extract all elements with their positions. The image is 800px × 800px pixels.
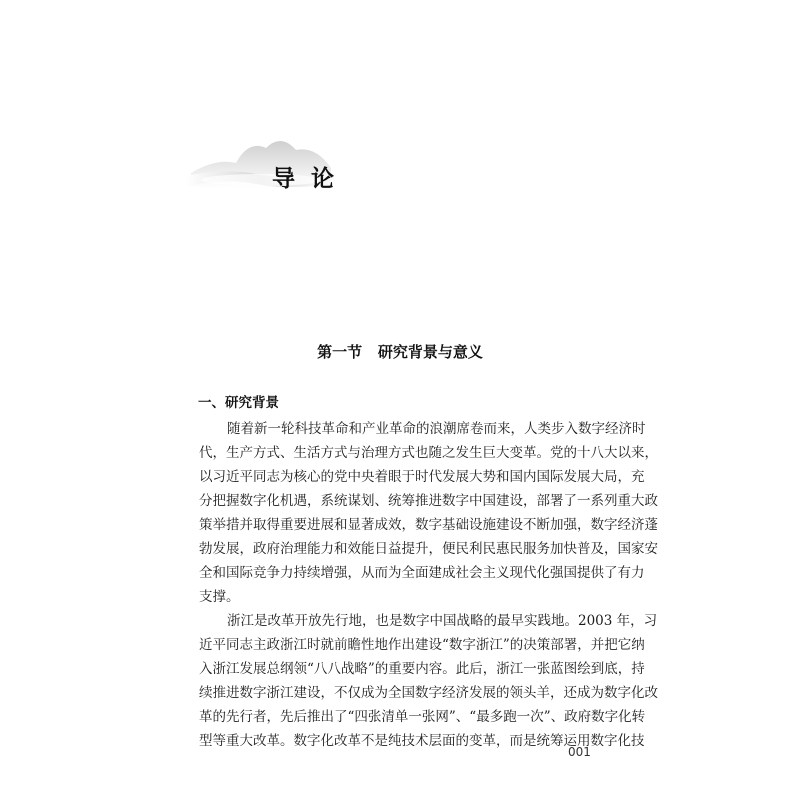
body-line: 革的先行者，先后推出了“四张清单一张网”、“最多跑一次”、政府数字化转 [199,709,646,725]
body-line: 浙江是改革开放先行地，也是数字中国战略的最早实践地。2003 年，习 [227,613,658,629]
body-line: 随着新一轮科技革命和产业革命的浪潮席卷而来，人类步入数字经济时 [227,421,646,437]
subsection-title: 一、研究背景 [198,395,279,411]
body-line: 入浙江发展总纲领“八八战略”的重要内容。此后，浙江一张蓝图绘到底，持 [199,661,645,677]
chapter-title: 导论 [272,166,350,192]
body-line: 型等重大改革。数字化改革不是纯技术层面的变革，而是统筹运用数字化技 [199,733,645,749]
section-title: 第一节 研究背景与意义 [317,343,483,361]
body-line: 全和国际竞争力持续增强，从而为全面建成社会主义现代化强国提供了有力 [199,565,645,581]
body-line: 分把握数字化机遇，系统谋划、统筹推进数字中国建设，部署了一系列重大政 [199,493,658,509]
body-line: 勃发展，政府治理能力和效能日益提升，便民利民惠民服务加快普及，国家安 [199,541,658,557]
body-line: 以习近平同志为核心的党中央着眼于时代发展大势和国内国际发展大局，充 [199,469,645,485]
body-line: 续推进数字浙江建设，不仅成为全国数字经济发展的领头羊，还成为数字化改 [199,685,658,701]
body-line: 近平同志主政浙江时就前瞻性地作出建设“数字浙江”的决策部署，并把它纳 [199,637,645,653]
page-number: 001 [568,745,591,759]
body-line: 策举措并取得重要进展和显著成效，数字基础设施建设不断加强，数字经济蓬 [199,517,658,533]
body-line: 支撑。 [199,589,240,605]
body-line: 代，生产方式、生活方式与治理方式也随之发生巨大变革。党的十八大以来， [199,445,658,461]
